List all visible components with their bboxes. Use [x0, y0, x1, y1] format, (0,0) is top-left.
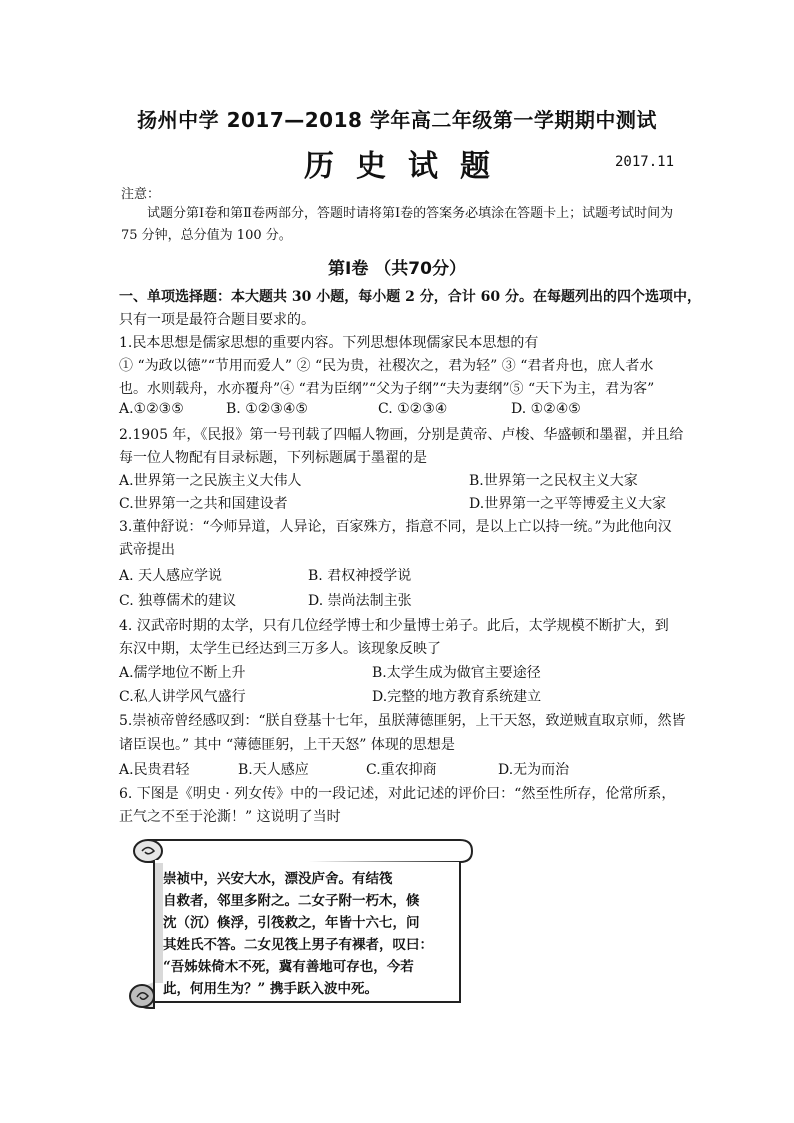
scroll-passage: [163, 868, 458, 1000]
q3-option-c: C. 独尊儒术的建议: [119, 593, 237, 609]
q2-option-a: A.世界第一之民族主义大伟人: [119, 473, 302, 489]
q1-option-b: B. ①②③④⑤: [226, 401, 308, 417]
q1-option-c: C. ①②③④: [378, 401, 448, 417]
q4-option-c: C.私人讲学风气盛行: [119, 689, 246, 705]
q3-stem-line2: 武帝提出: [119, 542, 175, 558]
exam-title: 扬州中学 2017—2018 学年高二年级第一学期期中测试: [137, 108, 657, 132]
scroll-line: 崇祯中，兴安大水，漂没庐舍。有结筏: [163, 871, 393, 887]
q5-option-a: A.民贵君轻: [119, 762, 190, 778]
exam-date: 2017.11: [615, 154, 675, 170]
note-text: 试题分第Ⅰ卷和第Ⅱ卷两部分，答题时请将第Ⅰ卷的答案务必填涂在答题卡上；试题考试时间为 75 分钟，总分值为 100 分。: [121, 206, 674, 243]
scroll-line: 自救者，邻里多附之。二女子附一朽木，倏: [163, 893, 420, 909]
q1-stem: 1.民本思想是儒家思想的重要内容。下列思想体现儒家民本思想的有: [119, 335, 539, 351]
q5-option-b: B.天人感应: [238, 762, 309, 778]
q4-stem: 4. 汉武帝时期的太学，只有几位经学博士和少量博士弟子。此后，太学规模不断扩大，到: [119, 618, 669, 634]
q1-option-d: D. ①②④⑤: [511, 401, 581, 417]
q2-option-c: C.世界第一之共和国建设者: [119, 496, 288, 512]
q5-stem: 5.崇祯帝曾经感叹到：“朕自登基十七年，虽朕薄德匪躬，上干天怒，致逆贼直取京师，然皆: [119, 713, 686, 729]
q3-option-a: A. 天人感应学说: [119, 568, 223, 584]
q1-option-a: A.①②③⑤: [119, 401, 184, 417]
q3-option-d: D. 崇尚法制主张: [308, 593, 412, 609]
q4-option-b: B.太学生成为做官主要途径: [372, 665, 541, 681]
q6-stem: 6. 下图是《明史 · 列女传》中的一段记述，对此记述的评价曰：“然至性所存，伦常所系，: [119, 786, 676, 802]
scroll-line: 其姓氏不答。二女见筏上男子有裸者，叹曰：: [163, 937, 433, 953]
instructions-bold: 一、单项选择题：本大题共 30 小题，每小题 2 分，合计 60 分。在每题列出的四个选项中，: [119, 289, 701, 305]
q4-option-a: A.儒学地位不断上升: [119, 665, 246, 681]
q2-option-b: B.世界第一之民权主义大家: [469, 473, 638, 489]
q4-option-d: D.完整的地方教育系统建立: [372, 689, 542, 705]
q2-option-d: D.世界第一之平等博爱主义大家: [469, 496, 667, 512]
scroll-line: 沈（沉）倏浮，引筏救之，年皆十六七，问: [163, 915, 420, 931]
q1-stem-line3: 也。水则载舟，水亦覆舟”④ “君为臣纲”“父为子纲”“夫为妻纲”⑤ “天下为主，君为客”: [119, 381, 655, 397]
q2-stem-line2: 每一位人物配有目录标题，下列标题属于墨翟的是: [119, 450, 427, 466]
q4-stem-line2: 东汉中期，太学生已经达到三万多人。该现象反映了: [119, 641, 441, 657]
q3-stem: 3.董仲舒说：“今师异道，人异论，百家殊方，指意不同，是以上亡以持一统。”为此他向汉: [119, 519, 672, 535]
scroll-line: 此，何用生为？” 携手跃入波中死。: [163, 981, 378, 997]
q6-stem-line2: 正气之不至于沦澌！” 这说明了当时: [119, 809, 341, 825]
note-label: 注意：: [121, 187, 161, 202]
section-title: 第Ⅰ卷 （共70分）: [328, 259, 466, 279]
q3-option-b: B. 君权神授学说: [308, 568, 412, 584]
q1-stem-line2: ① “为政以德”“节用而爱人” ② “民为贵，社稷次之，君为轻” ③ “君者舟也，庶人者水: [119, 358, 654, 374]
subject-title: 历史试题: [304, 149, 512, 184]
q5-option-c: C.重农抑商: [366, 762, 437, 778]
q2-stem: 2.1905 年，《民报》第一号刊载了四幅人物画，分别是黄帝、卢梭、华盛顿和墨翟，并且给: [119, 427, 684, 443]
q5-stem-line2: 诸臣误也。” 其中 “薄德匪躬，上干天怒” 体现的思想是: [119, 737, 455, 753]
scroll-line: “吾姊妹倚木不死，冀有善地可存也，今若: [163, 959, 414, 975]
instructions-line2: 只有一项是最符合题目要求的。: [119, 312, 315, 328]
q5-option-d: D.无为而治: [498, 762, 570, 778]
